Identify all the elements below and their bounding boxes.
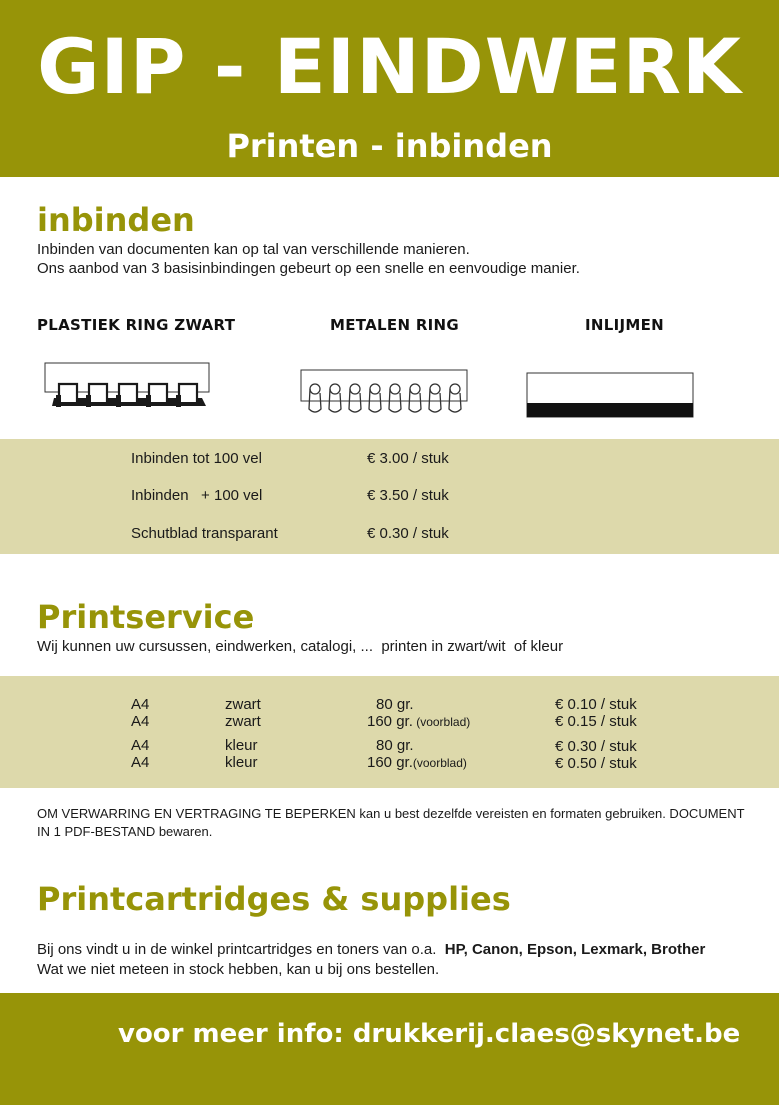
binding-price-value: € 3.50 / stuk <box>367 487 449 504</box>
section-title-printservice: Printservice <box>37 598 255 636</box>
glue-binding-icon <box>526 372 696 420</box>
section-title-inbinden: inbinden <box>37 201 195 239</box>
supplies-brands: HP, Canon, Epson, Lexmark, Brother <box>444 941 706 958</box>
binding-price-value: € 0.30 / stuk <box>367 525 449 542</box>
binding-type-glue: INLIJMEN <box>585 316 664 334</box>
binding-type-plastic-ring: PLASTIEK RING ZWART <box>37 316 236 334</box>
section-title-supplies: Printcartridges & supplies <box>37 880 511 918</box>
binding-price-item: Schutblad transparant <box>131 525 278 542</box>
format-note: OM VERWARRING EN VERTRAGING TE BEPERKEN kan u best dezelfde vereisten en formaten gebruiken. DOCUMENT IN 1 PDF-BESTAND bewaren. <box>37 806 745 839</box>
binding-type-metal-ring: METALEN RING <box>330 316 460 334</box>
print-row-color: kleur <box>225 754 258 771</box>
inbinden-intro-line-1: Inbinden van documenten kan op tal van verschillende manieren. <box>37 241 470 258</box>
print-row-price: € 0.50 / stuk <box>555 755 637 772</box>
printservice-intro: Wij kunnen uw cursussen, eindwerken, catalogi, ... printen in zwart/wit of kleur <box>37 638 564 655</box>
print-row-weight: 160 gr. <box>367 754 413 771</box>
binding-price-value: € 3.00 / stuk <box>367 450 449 467</box>
binding-price-item: Inbinden + 100 vel <box>131 487 263 504</box>
contact-info[interactable]: voor meer info: drukkerij.claes@skynet.be <box>118 1019 741 1049</box>
print-row-weight: 160 gr. <box>367 713 413 730</box>
print-row-color: zwart <box>225 696 261 713</box>
print-row-note: (voorblad) <box>412 756 467 770</box>
print-row-format: A4 <box>131 696 150 713</box>
print-row-weight: 80 gr. <box>376 737 414 754</box>
print-row-weight: 80 gr. <box>376 696 414 713</box>
print-row-note: (voorblad) <box>412 715 471 729</box>
page-subtitle: Printen - inbinden <box>226 127 553 165</box>
page-title: GIP - EINDWERK <box>37 22 742 111</box>
print-row-weight-group <box>367 754 467 772</box>
print-row-price: € 0.10 / stuk <box>555 696 637 713</box>
print-row-price: € 0.15 / stuk <box>555 713 637 730</box>
print-row-price: € 0.30 / stuk <box>555 738 637 755</box>
inbinden-intro-line-2: Ons aanbod van 3 basisinbindingen gebeurt op een snelle en eenvoudige manier. <box>37 260 580 277</box>
print-row-format: A4 <box>131 737 150 754</box>
print-row-color: kleur <box>225 737 258 754</box>
supplies-line-1 <box>37 940 705 960</box>
print-row-weight-group <box>367 713 470 731</box>
supplies-intro-text: Bij ons vindt u in de winkel printcartridges en toners van o.a. <box>37 941 437 958</box>
print-row-format: A4 <box>131 754 150 771</box>
binding-price-item: Inbinden tot 100 vel <box>131 450 262 467</box>
metal-ring-binding-icon <box>300 369 472 417</box>
plastic-ring-binding-icon <box>44 362 214 412</box>
print-row-color: zwart <box>225 713 261 730</box>
print-row-format: A4 <box>131 713 150 730</box>
supplies-line-2: Wat we niet meteen in stock hebben, kan u bij ons bestellen. <box>37 961 440 978</box>
